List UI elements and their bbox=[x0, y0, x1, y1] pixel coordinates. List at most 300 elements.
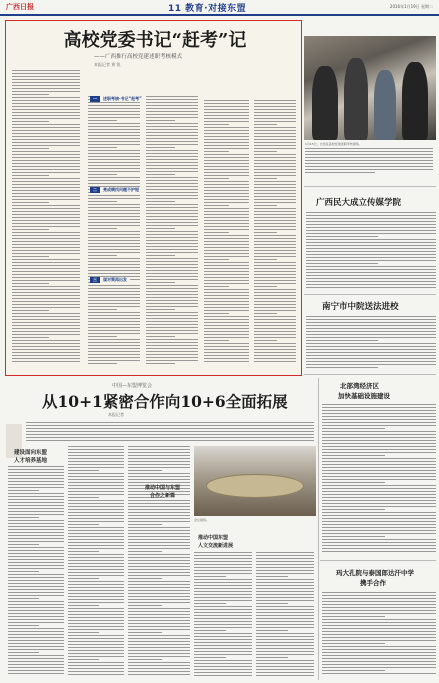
text-line bbox=[254, 328, 296, 329]
text-line bbox=[322, 622, 436, 623]
text-line bbox=[128, 551, 162, 552]
text-line bbox=[12, 190, 80, 191]
text-line bbox=[194, 606, 252, 607]
text-line bbox=[254, 121, 296, 122]
text-line bbox=[204, 253, 249, 254]
text-line bbox=[88, 120, 117, 121]
text-line bbox=[128, 509, 190, 510]
text-line bbox=[128, 578, 162, 579]
text-line bbox=[254, 337, 296, 338]
text-line bbox=[128, 563, 190, 564]
text-line bbox=[12, 310, 49, 311]
text-line bbox=[322, 494, 436, 495]
text-line bbox=[204, 175, 249, 176]
text-line bbox=[256, 615, 314, 616]
text-line bbox=[204, 241, 249, 242]
text-line bbox=[146, 288, 198, 289]
text-line bbox=[194, 648, 252, 649]
text-line bbox=[204, 130, 249, 131]
text-line bbox=[128, 521, 190, 522]
text-line bbox=[256, 591, 314, 592]
text-line bbox=[322, 634, 436, 635]
text-line bbox=[128, 644, 190, 645]
text-line bbox=[88, 222, 140, 223]
text-line bbox=[88, 207, 140, 208]
article-2-column-3 bbox=[128, 446, 190, 678]
text-line bbox=[8, 484, 64, 485]
text-line bbox=[88, 168, 140, 169]
text-line bbox=[306, 257, 436, 258]
text-line bbox=[88, 114, 140, 115]
text-line bbox=[12, 124, 80, 125]
text-line bbox=[194, 675, 252, 676]
text-line bbox=[88, 348, 140, 349]
text-line bbox=[12, 340, 80, 341]
text-line bbox=[68, 455, 124, 456]
text-line bbox=[146, 174, 175, 175]
text-line bbox=[26, 437, 314, 438]
text-line bbox=[146, 333, 198, 334]
text-line bbox=[12, 250, 80, 251]
text-line bbox=[256, 636, 314, 637]
text-line bbox=[8, 493, 64, 494]
text-line bbox=[204, 169, 249, 170]
text-line bbox=[194, 558, 252, 559]
text-line bbox=[12, 127, 80, 128]
text-line bbox=[8, 622, 64, 623]
text-line bbox=[146, 264, 198, 265]
text-line bbox=[322, 631, 436, 632]
text-line bbox=[306, 254, 436, 255]
text-line bbox=[322, 527, 436, 528]
text-line bbox=[256, 609, 314, 610]
text-line bbox=[322, 428, 385, 429]
text-line bbox=[194, 645, 252, 646]
text-line bbox=[8, 577, 64, 578]
text-line bbox=[306, 233, 436, 234]
text-line bbox=[306, 239, 436, 240]
text-line bbox=[204, 145, 249, 146]
text-line bbox=[204, 166, 249, 167]
text-line bbox=[322, 628, 436, 629]
text-line bbox=[204, 196, 249, 197]
text-line bbox=[146, 96, 198, 97]
text-line bbox=[204, 193, 249, 194]
text-line bbox=[12, 301, 80, 302]
text-line bbox=[68, 584, 124, 585]
text-line bbox=[88, 210, 140, 211]
text-line bbox=[12, 256, 49, 257]
text-line bbox=[204, 151, 229, 152]
text-line bbox=[128, 524, 162, 525]
text-line bbox=[306, 346, 436, 347]
text-line bbox=[68, 527, 124, 528]
text-line bbox=[194, 579, 252, 580]
text-line bbox=[322, 449, 436, 450]
text-line bbox=[254, 223, 296, 224]
text-line bbox=[204, 268, 249, 269]
text-line bbox=[12, 130, 80, 131]
text-line bbox=[146, 111, 198, 112]
text-line bbox=[322, 431, 436, 432]
text-line bbox=[88, 318, 140, 319]
text-line bbox=[256, 627, 314, 628]
text-line bbox=[128, 608, 190, 609]
text-line bbox=[12, 202, 49, 203]
text-line bbox=[256, 642, 314, 643]
text-line bbox=[88, 333, 140, 334]
text-line bbox=[322, 673, 436, 674]
text-line bbox=[128, 674, 190, 675]
text-line bbox=[256, 648, 314, 649]
text-line bbox=[12, 295, 80, 296]
text-line bbox=[12, 79, 80, 80]
text-line bbox=[254, 340, 277, 341]
text-line bbox=[146, 303, 198, 304]
text-line bbox=[12, 223, 80, 224]
text-line bbox=[306, 218, 436, 219]
text-line bbox=[146, 150, 198, 151]
text-line bbox=[204, 295, 249, 296]
text-line bbox=[256, 639, 314, 640]
text-line bbox=[8, 619, 64, 620]
text-line bbox=[12, 100, 80, 101]
text-line bbox=[88, 198, 140, 199]
text-line bbox=[68, 491, 124, 492]
text-line bbox=[26, 422, 314, 423]
text-line bbox=[12, 304, 80, 305]
text-line bbox=[12, 76, 80, 77]
text-line bbox=[88, 153, 140, 154]
text-line bbox=[128, 560, 190, 561]
text-line bbox=[306, 269, 436, 270]
text-line bbox=[68, 623, 124, 624]
text-line bbox=[254, 106, 296, 107]
text-line bbox=[12, 307, 80, 308]
text-line bbox=[322, 619, 436, 620]
text-line bbox=[88, 285, 140, 286]
text-line bbox=[68, 533, 124, 534]
text-line bbox=[254, 307, 296, 308]
text-line bbox=[254, 235, 296, 236]
text-line bbox=[8, 658, 64, 659]
text-line bbox=[68, 665, 124, 666]
text-line bbox=[128, 602, 190, 603]
text-line bbox=[88, 336, 117, 337]
text-line bbox=[88, 171, 140, 172]
article-2-subhead-2: 人才培养基地 bbox=[14, 458, 48, 464]
article-2-lead bbox=[26, 422, 314, 444]
text-line bbox=[128, 518, 190, 519]
text-line bbox=[254, 208, 296, 209]
text-line bbox=[88, 216, 140, 217]
text-line bbox=[322, 548, 436, 549]
text-line bbox=[128, 458, 190, 459]
side-article-title-3: 北部湾经济区 bbox=[340, 382, 379, 390]
text-line bbox=[146, 147, 175, 148]
text-line bbox=[204, 109, 249, 110]
text-line bbox=[146, 357, 198, 358]
text-line bbox=[12, 265, 80, 266]
text-line bbox=[204, 127, 249, 128]
text-line bbox=[306, 227, 436, 228]
text-line bbox=[306, 334, 436, 335]
text-line bbox=[88, 204, 140, 205]
text-line bbox=[146, 309, 175, 310]
text-line bbox=[146, 360, 198, 361]
text-line bbox=[194, 555, 252, 556]
text-line bbox=[194, 561, 252, 562]
text-line bbox=[146, 171, 198, 172]
text-line bbox=[204, 346, 249, 347]
text-line bbox=[254, 184, 296, 185]
text-line bbox=[8, 556, 64, 557]
text-line bbox=[146, 222, 198, 223]
text-line bbox=[254, 301, 296, 302]
text-line bbox=[204, 238, 249, 239]
text-line bbox=[256, 618, 314, 619]
text-line bbox=[322, 458, 436, 459]
text-line bbox=[194, 585, 252, 586]
text-line bbox=[128, 548, 190, 549]
text-line bbox=[306, 251, 436, 252]
text-line bbox=[12, 247, 80, 248]
text-line bbox=[254, 244, 296, 245]
text-line bbox=[146, 183, 198, 184]
text-line bbox=[256, 603, 288, 604]
text-line bbox=[68, 647, 124, 648]
text-line bbox=[128, 539, 190, 540]
text-line bbox=[254, 310, 296, 311]
text-line bbox=[68, 608, 124, 609]
text-line bbox=[12, 181, 80, 182]
text-line bbox=[322, 542, 436, 543]
text-line bbox=[128, 650, 190, 651]
side-article-title-4: 玛大孔院与泰国郎达汗中学 bbox=[336, 569, 414, 577]
text-line bbox=[322, 443, 436, 444]
text-line bbox=[146, 345, 198, 346]
text-line bbox=[8, 607, 64, 608]
featured-column-2 bbox=[88, 96, 140, 366]
text-line bbox=[322, 425, 436, 426]
featured-headline: 高校党委书记“赶考”记 bbox=[63, 30, 247, 51]
text-line bbox=[146, 252, 198, 253]
text-line bbox=[322, 598, 436, 599]
text-line bbox=[256, 567, 314, 568]
text-line bbox=[204, 310, 249, 311]
text-line bbox=[128, 614, 190, 615]
text-line bbox=[256, 630, 288, 631]
text-line bbox=[256, 585, 314, 586]
text-line bbox=[8, 580, 64, 581]
text-line bbox=[12, 211, 80, 212]
text-line bbox=[8, 478, 64, 479]
text-line bbox=[322, 419, 436, 420]
text-line bbox=[128, 557, 190, 558]
text-line bbox=[204, 232, 229, 233]
text-line bbox=[194, 633, 252, 634]
text-line bbox=[204, 106, 249, 107]
text-line bbox=[88, 156, 140, 157]
text-line bbox=[194, 600, 252, 601]
text-line bbox=[322, 601, 436, 602]
text-line bbox=[88, 270, 140, 271]
text-line bbox=[322, 610, 436, 611]
text-line bbox=[204, 286, 229, 287]
text-line bbox=[204, 280, 249, 281]
text-line bbox=[256, 600, 314, 601]
text-line bbox=[12, 361, 80, 362]
text-line bbox=[12, 349, 80, 350]
text-line bbox=[254, 205, 277, 206]
text-line bbox=[146, 186, 198, 187]
text-line bbox=[68, 617, 124, 618]
edition-title: 11 教育·对接东盟 bbox=[168, 4, 247, 14]
text-line bbox=[322, 625, 436, 626]
text-line bbox=[146, 141, 198, 142]
text-line bbox=[322, 595, 436, 596]
text-line bbox=[68, 515, 124, 516]
text-line bbox=[322, 613, 436, 614]
text-line bbox=[8, 553, 64, 554]
text-line bbox=[8, 586, 64, 587]
text-line bbox=[68, 485, 124, 486]
text-line bbox=[256, 606, 314, 607]
text-line bbox=[256, 576, 288, 577]
text-line bbox=[194, 594, 252, 595]
article-2-headline: 从10+1紧密合作向10+6全面拓展 bbox=[42, 392, 288, 411]
text-line bbox=[88, 351, 140, 352]
text-line bbox=[8, 496, 64, 497]
text-line bbox=[128, 500, 190, 501]
text-line bbox=[204, 271, 249, 272]
text-line bbox=[68, 605, 99, 606]
text-line bbox=[88, 330, 140, 331]
text-line bbox=[305, 154, 433, 155]
text-line bbox=[68, 641, 124, 642]
text-line bbox=[306, 331, 436, 332]
text-line bbox=[128, 569, 190, 570]
text-line bbox=[322, 646, 436, 647]
text-line bbox=[146, 153, 198, 154]
text-line bbox=[68, 671, 124, 672]
text-line bbox=[256, 657, 288, 658]
text-line bbox=[128, 626, 190, 627]
text-line bbox=[12, 253, 80, 254]
text-line bbox=[12, 268, 80, 269]
text-line bbox=[12, 97, 80, 98]
text-line bbox=[88, 294, 140, 295]
text-line bbox=[322, 497, 436, 498]
text-line bbox=[254, 253, 296, 254]
text-line bbox=[146, 336, 175, 337]
text-line bbox=[12, 325, 80, 326]
text-line bbox=[254, 229, 296, 230]
text-line bbox=[88, 357, 140, 358]
text-line bbox=[204, 301, 249, 302]
text-line bbox=[194, 663, 252, 664]
text-line bbox=[8, 514, 64, 515]
text-line bbox=[88, 132, 140, 133]
featured-photo bbox=[304, 36, 436, 140]
inline-head-4: 人文交流新进展 bbox=[198, 543, 234, 549]
text-line bbox=[322, 488, 436, 489]
text-line bbox=[8, 508, 64, 509]
article-2-column-4 bbox=[194, 552, 252, 678]
text-line bbox=[306, 367, 378, 368]
text-line bbox=[68, 464, 124, 465]
text-line bbox=[128, 671, 190, 672]
text-line bbox=[204, 235, 249, 236]
text-line bbox=[68, 563, 124, 564]
text-line bbox=[8, 529, 64, 530]
text-line bbox=[254, 145, 296, 146]
text-line bbox=[204, 319, 249, 320]
text-line bbox=[12, 316, 80, 317]
text-line bbox=[194, 564, 252, 565]
text-line bbox=[204, 118, 249, 119]
featured-photo-caption: 1月15日，自治区高校党建述职考核现场。 bbox=[305, 142, 435, 180]
text-line bbox=[88, 363, 117, 364]
text-line bbox=[12, 292, 80, 293]
text-line bbox=[12, 82, 80, 83]
text-line bbox=[256, 645, 314, 646]
text-line bbox=[88, 138, 140, 139]
text-line bbox=[306, 224, 436, 225]
text-line bbox=[204, 103, 249, 104]
text-line bbox=[12, 241, 80, 242]
issue-date: 2016年1月19日 星期二 bbox=[389, 4, 433, 9]
featured-column-4 bbox=[204, 100, 249, 366]
text-line bbox=[88, 129, 140, 130]
text-line bbox=[12, 172, 80, 173]
text-line bbox=[194, 657, 226, 658]
text-line bbox=[204, 289, 249, 290]
text-line bbox=[146, 102, 198, 103]
text-line bbox=[146, 321, 198, 322]
featured-byline: 本报记者 黄 锐 bbox=[94, 62, 121, 67]
text-line bbox=[146, 240, 198, 241]
text-line bbox=[146, 138, 198, 139]
text-line bbox=[306, 236, 378, 237]
text-line bbox=[12, 337, 49, 338]
text-line bbox=[12, 88, 80, 89]
text-line bbox=[88, 315, 140, 316]
text-line bbox=[68, 566, 124, 567]
text-line bbox=[12, 217, 80, 218]
featured-column-1 bbox=[12, 70, 80, 366]
text-line bbox=[12, 178, 80, 179]
text-line bbox=[305, 169, 433, 170]
text-line bbox=[306, 230, 436, 231]
article-2-column-2 bbox=[68, 446, 124, 678]
text-line bbox=[194, 615, 252, 616]
text-line bbox=[254, 181, 296, 182]
featured-subtitle: ——广西推行高校党建述职考核模式 bbox=[94, 54, 183, 60]
text-line bbox=[8, 574, 64, 575]
text-line bbox=[68, 626, 124, 627]
text-line bbox=[68, 614, 124, 615]
text-line bbox=[146, 126, 198, 127]
text-line bbox=[194, 672, 252, 673]
text-line bbox=[204, 172, 249, 173]
text-line bbox=[146, 261, 198, 262]
text-line bbox=[88, 108, 140, 109]
text-line bbox=[254, 331, 296, 332]
text-line bbox=[88, 159, 140, 160]
text-line bbox=[88, 312, 140, 313]
masthead-tabs-decoration bbox=[120, 14, 320, 18]
